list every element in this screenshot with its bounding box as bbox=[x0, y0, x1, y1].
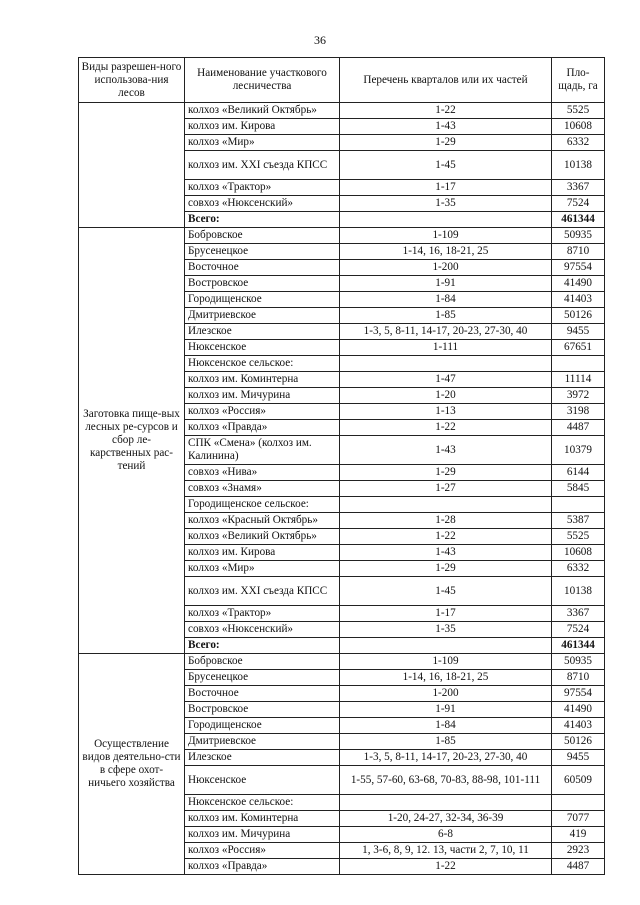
forest-use-table bbox=[78, 57, 605, 875]
district-cell: колхоз «Россия» bbox=[185, 843, 340, 859]
district-cell: Востровское bbox=[185, 702, 340, 718]
district-cell: колхоз «Великий Октябрь» bbox=[185, 529, 340, 545]
quarters-cell: 1-43 bbox=[340, 545, 552, 561]
area-cell: 6332 bbox=[552, 135, 605, 151]
district-cell: Городищенское bbox=[185, 718, 340, 734]
district-cell: Бобровское bbox=[185, 228, 340, 244]
quarters-cell: 1-84 bbox=[340, 718, 552, 734]
area-cell: 7524 bbox=[552, 622, 605, 638]
district-cell: колхоз «Красный Октябрь» bbox=[185, 513, 340, 529]
header-quarters: Перечень кварталов или их частей bbox=[340, 58, 552, 103]
area-cell: 41403 bbox=[552, 718, 605, 734]
area-cell: 50126 bbox=[552, 308, 605, 324]
district-cell: колхоз им. Коминтерна bbox=[185, 372, 340, 388]
area-cell: 10608 bbox=[552, 119, 605, 135]
quarters-cell: 1-3, 5, 8-11, 14-17, 20-23, 27-30, 40 bbox=[340, 324, 552, 340]
table-header-row bbox=[79, 58, 605, 103]
district-cell: Всего: bbox=[185, 212, 340, 228]
area-cell: 10138 bbox=[552, 151, 605, 180]
quarters-cell: 1-91 bbox=[340, 276, 552, 292]
district-cell: колхоз им. XXI съезда КПСС bbox=[185, 577, 340, 606]
quarters-cell: 1-22 bbox=[340, 529, 552, 545]
area-cell: 5525 bbox=[552, 103, 605, 119]
quarters-cell: 1-14, 16, 18-21, 25 bbox=[340, 670, 552, 686]
district-cell: совхоз «Знамя» bbox=[185, 481, 340, 497]
quarters-cell: 1-3, 5, 8-11, 14-17, 20-23, 27-30, 40 bbox=[340, 750, 552, 766]
quarters-cell: 1-43 bbox=[340, 436, 552, 465]
area-cell: 10138 bbox=[552, 577, 605, 606]
table-row bbox=[79, 103, 605, 119]
area-cell: 4487 bbox=[552, 420, 605, 436]
district-cell: колхоз «Мир» bbox=[185, 135, 340, 151]
area-cell: 9455 bbox=[552, 324, 605, 340]
district-cell: Дмитриевское bbox=[185, 308, 340, 324]
table-row bbox=[79, 228, 605, 244]
area-cell: 419 bbox=[552, 827, 605, 843]
district-cell: совхоз «Нюксенский» bbox=[185, 622, 340, 638]
area-cell: 5525 bbox=[552, 529, 605, 545]
quarters-cell: 1-22 bbox=[340, 103, 552, 119]
use-type-cell: Заготовка пище-вых лесных ре-сурсов и сбор ле-карственных рас-тений bbox=[79, 228, 185, 654]
use-type-cell bbox=[79, 103, 185, 228]
district-cell: Нюксенское сельское: bbox=[185, 356, 340, 372]
district-cell: колхоз «Правда» bbox=[185, 420, 340, 436]
quarters-cell: 1-35 bbox=[340, 196, 552, 212]
quarters-cell: 1-17 bbox=[340, 606, 552, 622]
quarters-cell: 1-109 bbox=[340, 654, 552, 670]
quarters-cell: 1-85 bbox=[340, 734, 552, 750]
district-cell: колхоз им. Кирова bbox=[185, 545, 340, 561]
area-cell: 6144 bbox=[552, 465, 605, 481]
quarters-cell: 1-109 bbox=[340, 228, 552, 244]
area-cell: 50935 bbox=[552, 654, 605, 670]
quarters-cell: 1-85 bbox=[340, 308, 552, 324]
area-cell: 3198 bbox=[552, 404, 605, 420]
district-cell: СПК «Смена» (колхоз им. Калинина) bbox=[185, 436, 340, 465]
area-cell: 41403 bbox=[552, 292, 605, 308]
area-cell: 7524 bbox=[552, 196, 605, 212]
area-cell: 8710 bbox=[552, 244, 605, 260]
district-cell: Бобровское bbox=[185, 654, 340, 670]
area-cell: 97554 bbox=[552, 260, 605, 276]
area-cell: 41490 bbox=[552, 276, 605, 292]
quarters-cell bbox=[340, 497, 552, 513]
district-cell: колхоз «Правда» bbox=[185, 859, 340, 875]
area-cell: 9455 bbox=[552, 750, 605, 766]
area-cell: 8710 bbox=[552, 670, 605, 686]
quarters-cell: 1-35 bbox=[340, 622, 552, 638]
area-cell bbox=[552, 356, 605, 372]
quarters-cell: 1-22 bbox=[340, 859, 552, 875]
quarters-cell: 1-28 bbox=[340, 513, 552, 529]
district-cell: Брусенецкое bbox=[185, 244, 340, 260]
area-cell: 7077 bbox=[552, 811, 605, 827]
district-cell: колхоз «Мир» bbox=[185, 561, 340, 577]
area-cell bbox=[552, 795, 605, 811]
quarters-cell: 6-8 bbox=[340, 827, 552, 843]
district-cell: колхоз «Трактор» bbox=[185, 606, 340, 622]
quarters-cell: 1-20 bbox=[340, 388, 552, 404]
area-cell: 461344 bbox=[552, 212, 605, 228]
area-cell: 4487 bbox=[552, 859, 605, 875]
area-cell: 10608 bbox=[552, 545, 605, 561]
quarters-cell: 1-17 bbox=[340, 180, 552, 196]
district-cell: колхоз «Великий Октябрь» bbox=[185, 103, 340, 119]
area-cell: 60509 bbox=[552, 766, 605, 795]
district-cell: Городищенское bbox=[185, 292, 340, 308]
area-cell: 3367 bbox=[552, 606, 605, 622]
area-cell bbox=[552, 497, 605, 513]
district-cell: Восточное bbox=[185, 686, 340, 702]
quarters-cell: 1-47 bbox=[340, 372, 552, 388]
area-cell: 5387 bbox=[552, 513, 605, 529]
header-use-type: Виды разрешен-ного использова-ния лесов bbox=[79, 58, 185, 103]
area-cell: 97554 bbox=[552, 686, 605, 702]
area-cell: 3972 bbox=[552, 388, 605, 404]
district-cell: колхоз «Россия» bbox=[185, 404, 340, 420]
area-cell: 10379 bbox=[552, 436, 605, 465]
area-cell: 41490 bbox=[552, 702, 605, 718]
table-body bbox=[79, 103, 605, 875]
area-cell: 67651 bbox=[552, 340, 605, 356]
district-cell: колхоз «Трактор» bbox=[185, 180, 340, 196]
district-cell: колхоз им. XXI съезда КПСС bbox=[185, 151, 340, 180]
district-cell: Нюксенское bbox=[185, 766, 340, 795]
quarters-cell: 1-45 bbox=[340, 151, 552, 180]
district-cell: Нюксенское сельское: bbox=[185, 795, 340, 811]
area-cell: 5845 bbox=[552, 481, 605, 497]
quarters-cell: 1-29 bbox=[340, 465, 552, 481]
quarters-cell bbox=[340, 212, 552, 228]
header-district: Наименование участкового лесничества bbox=[185, 58, 340, 103]
quarters-cell bbox=[340, 356, 552, 372]
quarters-cell: 1, 3-6, 8, 9, 12. 13, части 2, 7, 10, 11 bbox=[340, 843, 552, 859]
district-cell: Дмитриевское bbox=[185, 734, 340, 750]
quarters-cell: 1-55, 57-60, 63-68, 70-83, 88-98, 101-111 bbox=[340, 766, 552, 795]
area-cell: 6332 bbox=[552, 561, 605, 577]
area-cell: 3367 bbox=[552, 180, 605, 196]
district-cell: колхоз им. Мичурина bbox=[185, 827, 340, 843]
district-cell: Востровское bbox=[185, 276, 340, 292]
area-cell: 2923 bbox=[552, 843, 605, 859]
quarters-cell: 1-91 bbox=[340, 702, 552, 718]
area-cell: 461344 bbox=[552, 638, 605, 654]
quarters-cell: 1-14, 16, 18-21, 25 bbox=[340, 244, 552, 260]
quarters-cell: 1-22 bbox=[340, 420, 552, 436]
district-cell: Илезское bbox=[185, 750, 340, 766]
area-cell: 11114 bbox=[552, 372, 605, 388]
district-cell: Илезское bbox=[185, 324, 340, 340]
district-cell: колхоз им. Мичурина bbox=[185, 388, 340, 404]
district-cell: Брусенецкое bbox=[185, 670, 340, 686]
quarters-cell: 1-45 bbox=[340, 577, 552, 606]
quarters-cell: 1-20, 24-27, 32-34, 36-39 bbox=[340, 811, 552, 827]
header-area: Пло-щадь, га bbox=[552, 58, 605, 103]
quarters-cell: 1-84 bbox=[340, 292, 552, 308]
district-cell: Восточное bbox=[185, 260, 340, 276]
use-type-cell: Осуществление видов деятельно-сти в сфере охот-ничьего хозяйства bbox=[79, 654, 185, 875]
district-cell: Всего: bbox=[185, 638, 340, 654]
quarters-cell bbox=[340, 638, 552, 654]
district-cell: совхоз «Нюксенский» bbox=[185, 196, 340, 212]
area-cell: 50935 bbox=[552, 228, 605, 244]
district-cell: Городищенское сельское: bbox=[185, 497, 340, 513]
quarters-cell: 1-111 bbox=[340, 340, 552, 356]
quarters-cell: 1-43 bbox=[340, 119, 552, 135]
quarters-cell bbox=[340, 795, 552, 811]
district-cell: колхоз им. Кирова bbox=[185, 119, 340, 135]
quarters-cell: 1-29 bbox=[340, 135, 552, 151]
table-row bbox=[79, 654, 605, 670]
quarters-cell: 1-200 bbox=[340, 260, 552, 276]
district-cell: колхоз им. Коминтерна bbox=[185, 811, 340, 827]
quarters-cell: 1-13 bbox=[340, 404, 552, 420]
district-cell: Нюксенское bbox=[185, 340, 340, 356]
area-cell: 50126 bbox=[552, 734, 605, 750]
quarters-cell: 1-200 bbox=[340, 686, 552, 702]
district-cell: совхоз «Нива» bbox=[185, 465, 340, 481]
quarters-cell: 1-29 bbox=[340, 561, 552, 577]
quarters-cell: 1-27 bbox=[340, 481, 552, 497]
page-number: 36 bbox=[314, 33, 326, 47]
